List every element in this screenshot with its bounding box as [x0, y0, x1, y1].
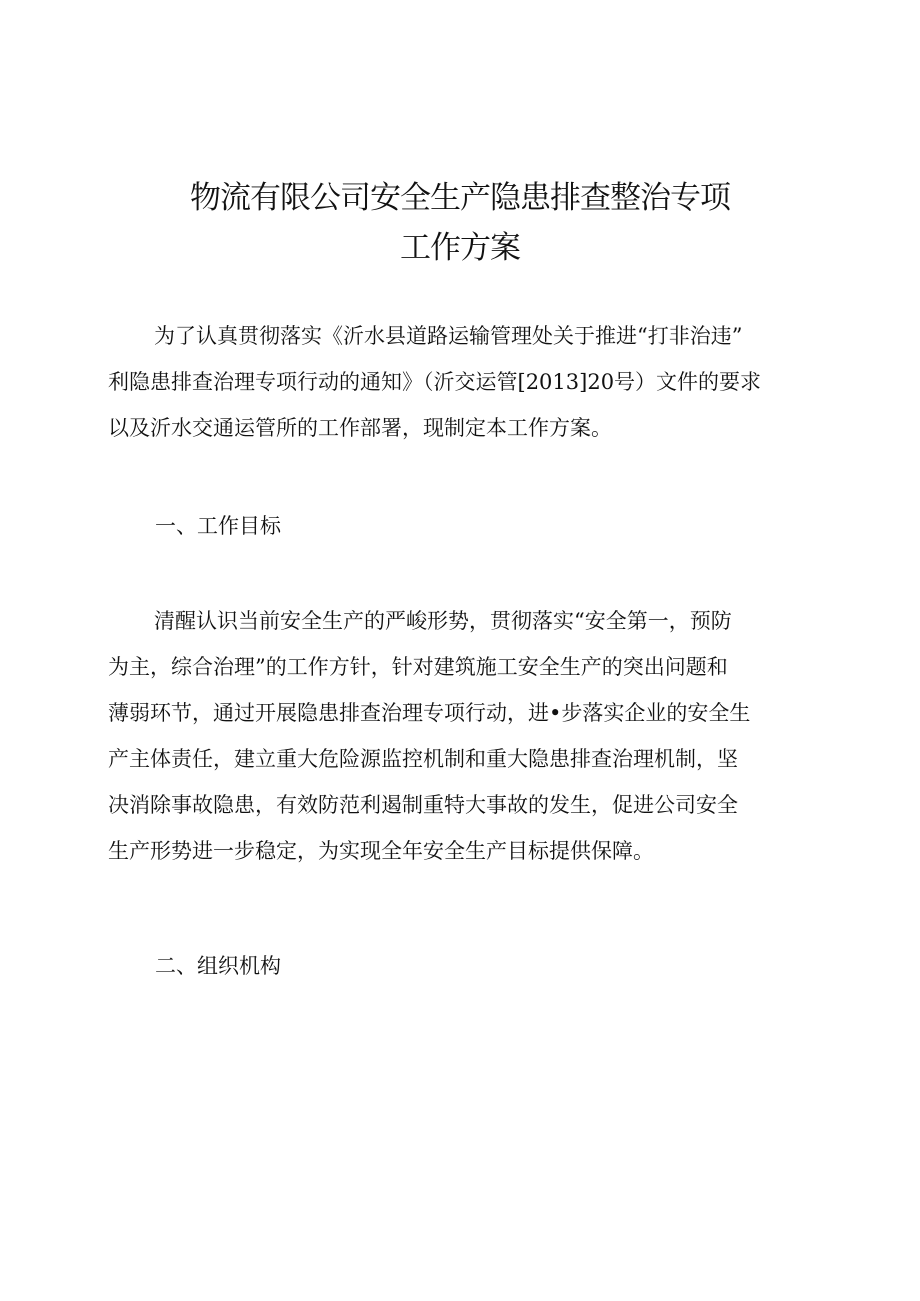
intro-paragraph [108, 313, 808, 451]
section-1-line: 产主体责任，建立重大危险源监控机制和重大隐患排查治理机制，坚 [108, 747, 738, 771]
section-1-line: 为主，综合治理”的工作方针，针对建筑施工安全生产的突出问题和 [108, 655, 728, 679]
section-1-heading: 一、工作目标 [155, 514, 281, 538]
document-title-line-2: 工作方案 [400, 230, 520, 266]
section-1-line: 决消除事故隐患，有效防范利遏制重特大事故的发生，促进公司安全 [108, 793, 738, 817]
section-1-paragraph [108, 598, 808, 874]
intro-line: 利隐患排查治理专项行动的通知》（沂交运管[2013]20号）文件的要求 [108, 370, 762, 394]
section-1-line: 生产形势进一步稳定，为实现全年安全生产目标提供保障。 [108, 839, 654, 863]
section-2-heading: 二、组织机构 [155, 954, 281, 978]
intro-line: 以及沂水交通运管所的工作部署，现制定本工作方案。 [108, 416, 612, 440]
document-title-line-1: 物流有限公司安全生产隐患排查整治专项 [190, 180, 730, 216]
intro-line: 为了认真贯彻落实《沂水县道路运输管理处关于推进“打非治违” [154, 324, 743, 348]
section-1-line: 薄弱环节，通过开展隐患排查治理专项行动，进•步落实企业的安全生 [108, 701, 751, 725]
section-1-line: 清醒认识当前安全生产的严峻形势，贯彻落实“安全第一，预防 [154, 609, 732, 633]
